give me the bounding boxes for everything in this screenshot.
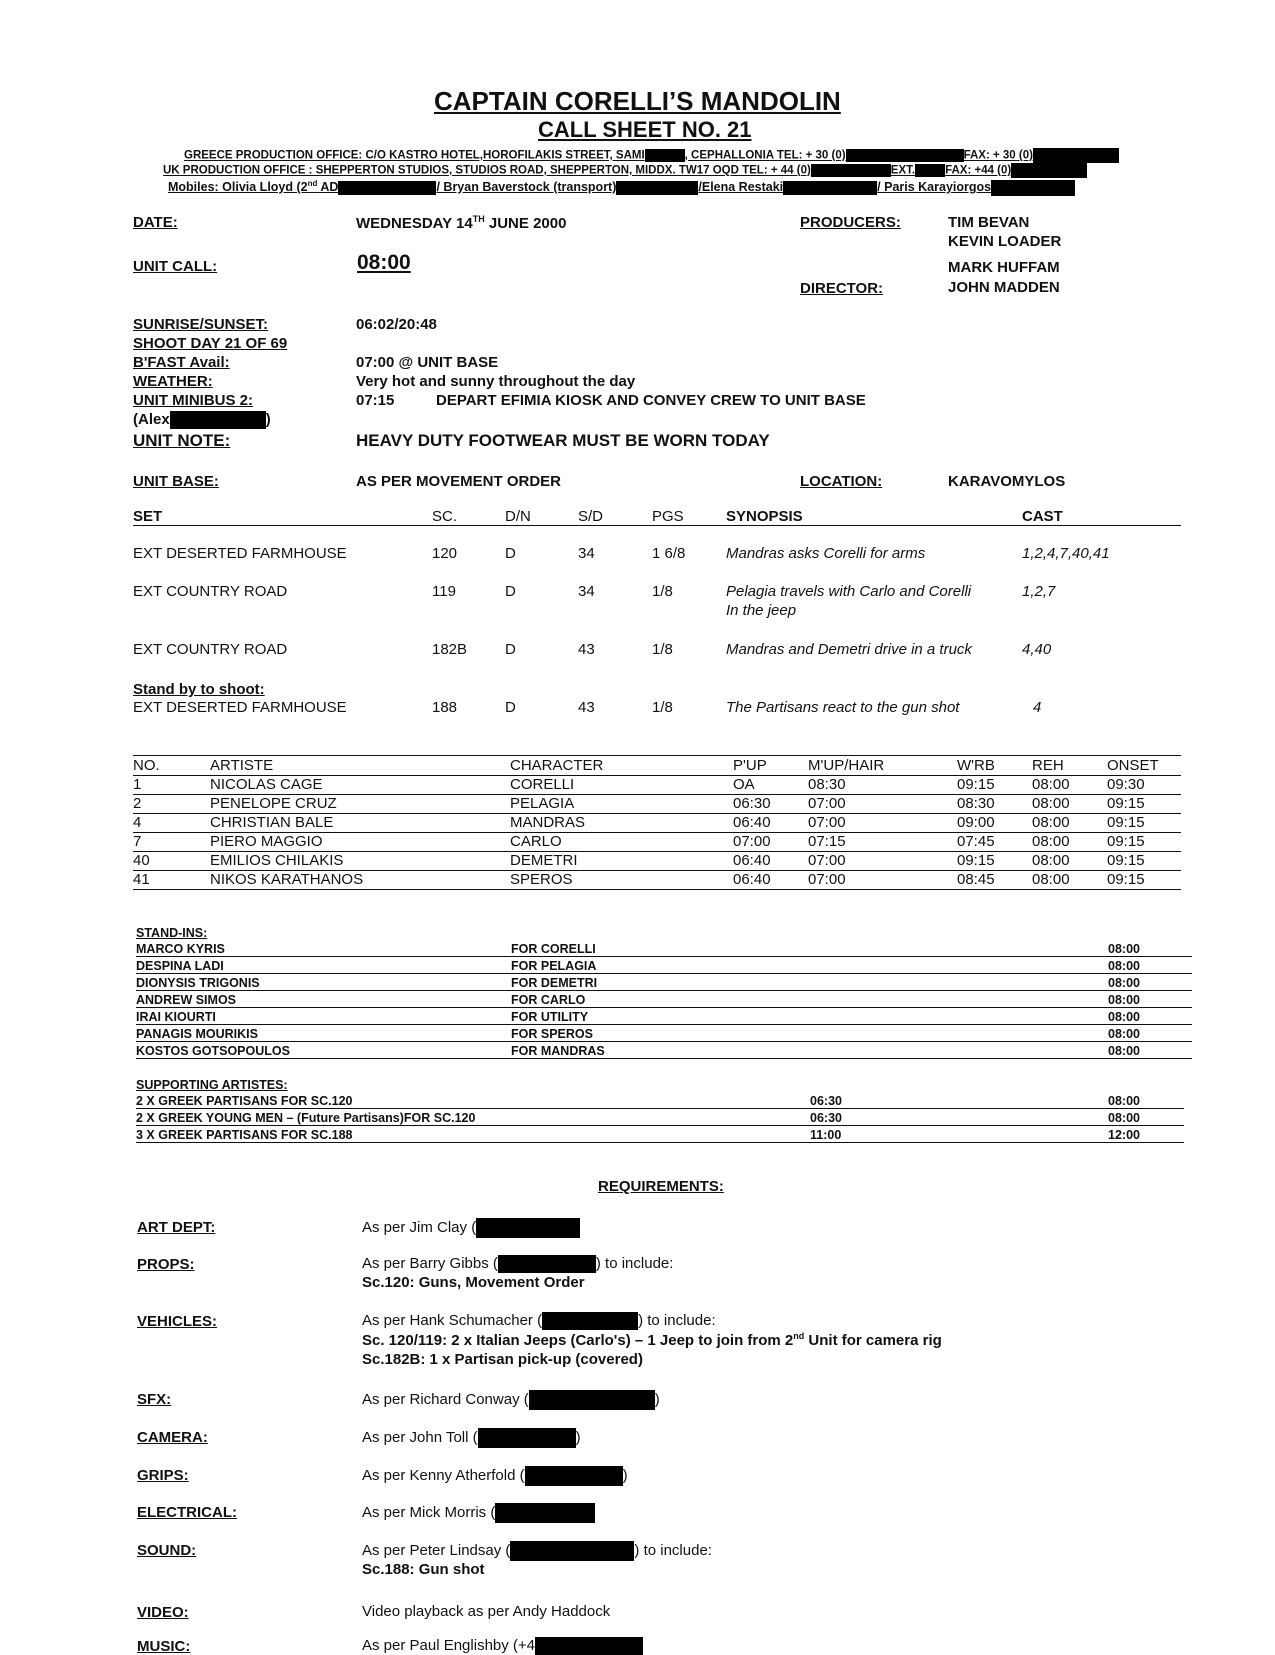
supporting-rule xyxy=(136,1125,1184,1126)
cast-artiste: NICOLAS CAGE xyxy=(210,776,323,793)
cast-pup: 06:40 xyxy=(733,871,771,888)
greece-office-tel: , CEPHALLONIA TEL: + 30 (0) xyxy=(684,149,846,162)
stand-ins-label: STAND-INS: xyxy=(136,926,208,940)
supporting-label: SUPPORTING ARTISTES: xyxy=(136,1078,288,1092)
scene-set: EXT DESERTED FARMHOUSE xyxy=(133,699,347,716)
scene-header-pgs: PGS xyxy=(652,508,684,525)
producer-1: TIM BEVAN xyxy=(948,214,1030,231)
stand-in-for: FOR PELAGIA xyxy=(511,959,597,973)
props-value xyxy=(362,1255,673,1273)
redaction xyxy=(542,1312,638,1330)
unit-base-label: UNIT BASE: xyxy=(133,473,219,490)
electrical-value xyxy=(362,1503,595,1523)
cast-character: CORELLI xyxy=(510,776,575,793)
cast-onset: 09:15 xyxy=(1107,871,1145,888)
cast-artiste: PENELOPE CRUZ xyxy=(210,795,337,812)
scene-number: 188 xyxy=(432,699,458,716)
redaction xyxy=(338,181,436,195)
stand-in-for: FOR CARLO xyxy=(511,993,586,1007)
scene-number: 119 xyxy=(432,583,456,600)
redaction xyxy=(991,180,1075,196)
music-value xyxy=(362,1637,643,1655)
cast-artiste: NIKOS KARATHANOS xyxy=(210,871,364,888)
uk-office-line xyxy=(163,163,1087,178)
cast-no: 41 xyxy=(133,871,150,888)
date-month: JUNE 2000 xyxy=(484,215,567,232)
supporting-desc: 2 X GREEK PARTISANS FOR SC.120 xyxy=(136,1094,353,1108)
stand-in-for: FOR CORELLI xyxy=(511,942,596,956)
vehicles-detail-rig: Unit for camera rig xyxy=(804,1332,942,1349)
scene-pgs: 1/8 xyxy=(652,699,673,716)
date-label: DATE: xyxy=(133,214,178,231)
stand-in-rule xyxy=(136,973,1192,974)
grips-label: GRIPS: xyxy=(137,1467,189,1484)
stand-in-rule xyxy=(136,1058,1192,1059)
stand-in-rule xyxy=(136,1007,1192,1008)
cast-mup: 07:00 xyxy=(808,814,846,831)
mobiles-bryan: / Bryan Baverstock (transport) xyxy=(436,180,617,195)
redaction xyxy=(645,149,685,162)
sfx-close: ) xyxy=(654,1390,660,1408)
driver-name: (Alex xyxy=(133,411,170,428)
cast-header-character: CHARACTER xyxy=(510,757,604,774)
cast-onset: 09:15 xyxy=(1107,814,1145,831)
stand-in-name: ANDREW SIMOS xyxy=(136,993,236,1007)
redaction xyxy=(498,1255,596,1273)
cast-wrb: 09:15 xyxy=(957,776,995,793)
scene-set: EXT COUNTRY ROAD xyxy=(133,641,288,658)
scene-pgs: 1/8 xyxy=(652,641,673,658)
stand-in-name: IRAI KIOURTI xyxy=(136,1010,216,1024)
cast-no: 1 xyxy=(133,776,142,793)
unit-note-label: UNIT NOTE: xyxy=(133,431,231,450)
redaction xyxy=(1033,148,1119,163)
stand-in-rule xyxy=(136,956,1192,957)
redaction xyxy=(1011,163,1087,178)
scene-dn: D xyxy=(505,583,516,600)
redaction xyxy=(495,1503,595,1523)
cast-onset: 09:15 xyxy=(1107,852,1145,869)
props-label: PROPS: xyxy=(137,1256,195,1273)
stand-in-name: KOSTOS GOTSOPOULOS xyxy=(136,1044,290,1058)
scene-pgs: 1/8 xyxy=(652,583,673,600)
cast-mup: 07:00 xyxy=(808,795,846,812)
art-dept-label: ART DEPT: xyxy=(137,1219,216,1236)
supporting-time: 08:00 xyxy=(1108,1094,1140,1108)
camera-text: As per John Toll ( xyxy=(362,1428,478,1446)
stand-in-time: 08:00 xyxy=(1108,1010,1140,1024)
cast-no: 40 xyxy=(133,852,150,869)
grips-value xyxy=(362,1466,628,1486)
cast-wrb: 08:30 xyxy=(957,795,995,812)
electrical-text: As per Mick Morris ( xyxy=(362,1503,496,1521)
scene-header-sd: S/D xyxy=(578,508,604,525)
mobiles-paris: / Paris Karayiorgos xyxy=(877,180,992,195)
cast-mup: 07:00 xyxy=(808,852,846,869)
cast-character: DEMETRI xyxy=(510,852,578,869)
scene-header-sc: SC. xyxy=(432,508,458,525)
scene-header-cast: CAST xyxy=(1022,508,1063,525)
cast-wrb: 08:45 xyxy=(957,871,995,888)
scene-set: EXT COUNTRY ROAD xyxy=(133,583,288,600)
minibus-time: 07:15 xyxy=(356,392,395,409)
sfx-text: As per Richard Conway ( xyxy=(362,1390,529,1408)
cast-reh: 08:00 xyxy=(1032,833,1070,850)
redaction xyxy=(783,181,877,195)
date-day: WEDNESDAY 14 xyxy=(356,215,473,232)
camera-value xyxy=(362,1428,581,1448)
redaction xyxy=(478,1428,576,1448)
vehicles-detail-1 xyxy=(362,1331,942,1349)
cast-pup: 06:40 xyxy=(733,814,771,831)
cast-mup: 08:30 xyxy=(808,776,846,793)
location-value: KARAVOMYLOS xyxy=(948,473,1066,490)
music-label: MUSIC: xyxy=(137,1638,191,1655)
minibus-value: DEPART EFIMIA KIOSK AND CONVEY CREW TO UNIT BASE xyxy=(436,392,866,409)
cast-wrb: 09:00 xyxy=(957,814,995,831)
scene-synopsis: Mandras asks Corelli for arms xyxy=(726,545,926,562)
sunrise-label: SUNRISE/SUNSET: xyxy=(133,316,269,333)
stand-in-for: FOR DEMETRI xyxy=(511,976,598,990)
vehicles-label: VEHICLES: xyxy=(137,1313,218,1330)
props-include: ) to include: xyxy=(595,1255,674,1272)
music-text: As per Paul Englishby (+4 xyxy=(362,1637,536,1654)
sound-label: SOUND: xyxy=(137,1542,197,1559)
producer-3: MARK HUFFAM xyxy=(948,259,1060,276)
sfx-label: SFX: xyxy=(137,1391,172,1408)
scene-sd: 34 xyxy=(578,545,595,562)
redaction xyxy=(476,1218,580,1238)
stand-in-rule xyxy=(136,1024,1192,1025)
scene-cast: 4,40 xyxy=(1022,641,1052,658)
electrical-label: ELECTRICAL: xyxy=(137,1504,237,1521)
props-detail: Sc.120: Guns, Movement Order xyxy=(362,1274,585,1291)
cast-top-rule xyxy=(133,755,1181,756)
mobiles-ad: AD xyxy=(317,180,339,195)
supporting-desc: 2 X GREEK YOUNG MEN – (Future Partisans)FOR SC.120 xyxy=(136,1111,476,1125)
stand-in-time: 08:00 xyxy=(1108,942,1140,956)
cast-header-onset: ONSET xyxy=(1107,757,1159,774)
weather-value: Very hot and sunny throughout the day xyxy=(356,373,636,390)
scene-synopsis: Mandras and Demetri drive in a truck xyxy=(726,641,972,658)
stand-in-rule xyxy=(136,1041,1192,1042)
video-value: Video playback as per Andy Haddock xyxy=(362,1603,611,1620)
unit-call-value: 08:00 xyxy=(357,251,411,274)
stand-in-name: PANAGIS MOURIKIS xyxy=(136,1027,258,1041)
cast-reh: 08:00 xyxy=(1032,776,1070,793)
cast-no: 7 xyxy=(133,833,142,850)
greece-office-text: GREECE PRODUCTION OFFICE: C/O KASTRO HOTEL,HOROFILAKIS STREET, SAMI xyxy=(184,149,645,162)
unit-base-value: AS PER MOVEMENT ORDER xyxy=(356,473,562,490)
sound-detail: Sc.188: Gun shot xyxy=(362,1561,485,1578)
cast-header-artiste: ARTISTE xyxy=(210,757,274,774)
vehicles-include: ) to include: xyxy=(638,1312,716,1329)
stand-in-name: DESPINA LADI xyxy=(136,959,224,973)
cast-rule xyxy=(133,889,1181,890)
uk-office-text: UK PRODUCTION OFFICE : SHEPPERTON STUDIOS, STUDIOS ROAD, SHEPPERTON, MIDDX. TW17 OQD TEL: + 44 (0) xyxy=(163,164,811,177)
location-label: LOCATION: xyxy=(800,473,883,490)
weather-label: WEATHER: xyxy=(133,373,213,390)
unit-note-value: HEAVY DUTY FOOTWEAR MUST BE WORN TODAY xyxy=(356,431,770,450)
scene-dn: D xyxy=(505,641,516,658)
scene-sd: 43 xyxy=(578,699,595,716)
scene-pgs: 1 6/8 xyxy=(652,545,686,562)
scene-synopsis: The Partisans react to the gun shot xyxy=(726,699,960,716)
cast-onset: 09:30 xyxy=(1107,776,1145,793)
supporting-rule xyxy=(136,1108,1184,1109)
scene-cast: 1,2,4,7,40,41 xyxy=(1022,545,1110,562)
standby-label: Stand by to shoot: xyxy=(133,681,265,698)
cast-wrb: 07:45 xyxy=(957,833,995,850)
greece-office-line xyxy=(184,148,1119,163)
scene-sd: 34 xyxy=(578,583,595,600)
scene-dn: D xyxy=(505,545,516,562)
bfast-value: 07:00 @ UNIT BASE xyxy=(356,354,499,371)
redaction xyxy=(529,1390,655,1410)
requirements-title: REQUIREMENTS: xyxy=(598,1178,724,1195)
art-dept-text: As per Jim Clay ( xyxy=(362,1218,477,1236)
date-sup: TH xyxy=(472,214,485,224)
cast-character: CARLO xyxy=(510,833,562,850)
grips-text: As per Kenny Atherfold ( xyxy=(362,1466,525,1484)
sunrise-value: 06:02/20:48 xyxy=(356,316,437,333)
cast-header-wrb: W'RB xyxy=(957,757,995,774)
shoot-day: SHOOT DAY 21 OF 69 xyxy=(133,335,288,352)
redaction xyxy=(846,149,964,162)
art-dept-value xyxy=(362,1218,580,1238)
cast-reh: 08:00 xyxy=(1032,795,1070,812)
vehicles-value xyxy=(362,1312,716,1330)
producer-2: KEVIN LOADER xyxy=(948,233,1062,250)
cast-reh: 08:00 xyxy=(1032,852,1070,869)
scene-cast: 4 xyxy=(1033,699,1042,716)
scene-set: EXT DESERTED FARMHOUSE xyxy=(133,545,347,562)
uk-office-ext: EXT. xyxy=(890,164,916,177)
call-sheet-number: CALL SHEET NO. 21 xyxy=(538,117,752,142)
director-value: JOHN MADDEN xyxy=(948,279,1060,296)
stand-in-name: MARCO KYRIS xyxy=(136,942,225,956)
camera-close: ) xyxy=(575,1428,581,1446)
bfast-label: B'FAST Avail: xyxy=(133,354,230,371)
scene-synopsis: Pelagia travels with Carlo and Corelli xyxy=(726,583,972,600)
video-label: VIDEO: xyxy=(137,1604,189,1621)
vehicles-detail-text: Sc. 120/119: 2 x Italian Jeeps (Carlo's) – 1 Jeep to join from 2 xyxy=(362,1332,794,1349)
stand-in-time: 08:00 xyxy=(1108,993,1140,1007)
director-label: DIRECTOR: xyxy=(800,280,884,297)
grips-close: ) xyxy=(622,1466,628,1484)
driver-close: ) xyxy=(265,411,271,428)
sfx-value xyxy=(362,1390,660,1410)
mobiles-olivia: Mobiles: Olivia Lloyd (2 xyxy=(168,180,308,195)
redaction xyxy=(510,1541,634,1561)
stand-in-for: FOR UTILITY xyxy=(511,1010,589,1024)
props-text: As per Barry Gibbs ( xyxy=(362,1255,498,1272)
sound-include: ) to include: xyxy=(634,1541,712,1559)
supporting-pup: 11:00 xyxy=(810,1128,842,1142)
scene-number: 120 xyxy=(432,545,458,562)
scene-dn: D xyxy=(505,699,516,716)
cast-header-mup: M'UP/HAIR xyxy=(808,757,885,774)
sound-value xyxy=(362,1541,712,1561)
stand-in-for: FOR MANDRAS xyxy=(511,1044,605,1058)
unit-call-label: UNIT CALL: xyxy=(133,258,218,275)
stand-in-time: 08:00 xyxy=(1108,1027,1140,1041)
mobiles-line xyxy=(168,179,1075,196)
redaction xyxy=(535,1637,643,1655)
vehicles-text: As per Hank Schumacher ( xyxy=(362,1312,543,1329)
stand-in-time: 08:00 xyxy=(1108,959,1140,973)
cast-header-no: NO. xyxy=(133,757,160,774)
cast-character: PELAGIA xyxy=(510,795,575,812)
scene-synopsis-cont: In the jeep xyxy=(726,602,797,619)
vehicles-detail-sup: nd xyxy=(793,1331,805,1341)
supporting-pup: 06:30 xyxy=(810,1094,842,1108)
stand-in-time: 08:00 xyxy=(1108,976,1140,990)
scene-header-dn: D/N xyxy=(505,508,531,525)
scene-sd: 43 xyxy=(578,641,595,658)
scene-header-rule xyxy=(133,525,1181,526)
scene-number: 182B xyxy=(432,641,468,658)
cast-no: 2 xyxy=(133,795,142,812)
redaction xyxy=(170,411,266,429)
cast-reh: 08:00 xyxy=(1032,871,1070,888)
scene-cast: 1,2,7 xyxy=(1022,583,1056,600)
cast-mup: 07:00 xyxy=(808,871,846,888)
cast-artiste: CHRISTIAN BALE xyxy=(210,814,334,831)
supporting-rule xyxy=(136,1142,1184,1143)
cast-character: MANDRAS xyxy=(510,814,586,831)
supporting-time: 08:00 xyxy=(1108,1111,1140,1125)
greece-office-fax: FAX: + 30 (0) xyxy=(963,149,1033,162)
cast-artiste: EMILIOS CHILAKIS xyxy=(210,852,344,869)
cast-pup: 06:30 xyxy=(733,795,771,812)
cast-pup: 07:00 xyxy=(733,833,771,850)
mobiles-elena: /Elena Restaki xyxy=(698,180,784,195)
date-value xyxy=(356,214,566,232)
scene-header-set: SET xyxy=(133,508,163,525)
minibus-driver xyxy=(133,411,271,429)
stand-in-for: FOR SPEROS xyxy=(511,1027,593,1041)
cast-mup: 07:15 xyxy=(808,833,846,850)
cast-no: 4 xyxy=(133,814,142,831)
cast-pup: OA xyxy=(733,776,755,793)
cast-wrb: 09:15 xyxy=(957,852,995,869)
cast-artiste: PIERO MAGGIO xyxy=(210,833,323,850)
vehicles-detail-2: Sc.182B: 1 x Partisan pick-up (covered) xyxy=(362,1351,643,1368)
redaction xyxy=(525,1466,623,1486)
redaction xyxy=(915,164,945,177)
cast-onset: 09:15 xyxy=(1107,795,1145,812)
sound-text: As per Peter Lindsay ( xyxy=(362,1541,511,1559)
camera-label: CAMERA: xyxy=(137,1429,208,1446)
cast-reh: 08:00 xyxy=(1032,814,1070,831)
cast-character: SPEROS xyxy=(510,871,573,888)
supporting-pup: 06:30 xyxy=(810,1111,842,1125)
cast-onset: 09:15 xyxy=(1107,833,1145,850)
redaction xyxy=(616,181,698,195)
producers-label: PRODUCERS: xyxy=(800,214,901,231)
minibus-label: UNIT MINIBUS 2: xyxy=(133,392,253,409)
scene-header-synopsis: SYNOPSIS xyxy=(726,508,803,525)
cast-pup: 06:40 xyxy=(733,852,771,869)
mobiles-sup: nd xyxy=(307,179,318,188)
redaction xyxy=(811,164,891,177)
supporting-time: 12:00 xyxy=(1108,1128,1140,1142)
stand-in-name: DIONYSIS TRIGONIS xyxy=(136,976,260,990)
cast-header-pup: P'UP xyxy=(733,757,767,774)
stand-in-time: 08:00 xyxy=(1108,1044,1140,1058)
uk-office-fax: FAX: +44 (0) xyxy=(945,164,1012,177)
supporting-desc: 3 X GREEK PARTISANS FOR SC.188 xyxy=(136,1128,353,1142)
stand-in-rule xyxy=(136,990,1192,991)
document-title: CAPTAIN CORELLI’S MANDOLIN xyxy=(434,86,841,116)
cast-header-reh: REH xyxy=(1032,757,1064,774)
